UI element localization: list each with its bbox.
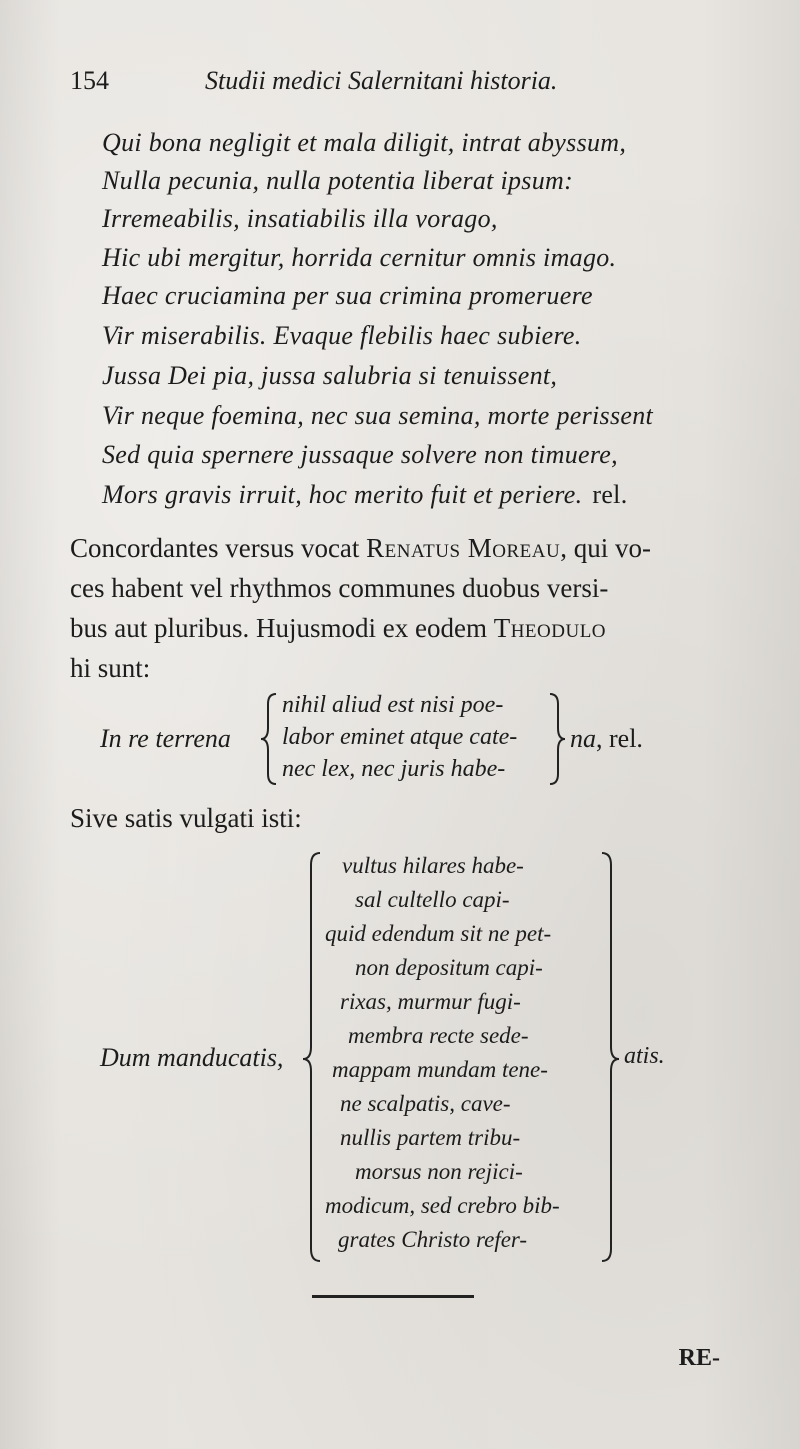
brace-row: labor eminet atque cate- [282, 724, 518, 750]
brace-tail-ending: na [570, 724, 596, 753]
page-header [70, 66, 720, 106]
verse-line: Hic ubi mergitur, horrida cernitur omnis imago. [102, 243, 617, 272]
verse-line: Irremeabilis, insatiabilis illa vorago, [102, 204, 498, 233]
right-brace [546, 692, 566, 786]
brace-lead-text: Dum manducatis, [100, 1043, 284, 1072]
brace-tail-rel: , rel. [596, 724, 643, 753]
prose-line: ces habent vel rhythmos communes duobus versi- [70, 573, 609, 603]
brace-row: vultus hilares habe- [342, 853, 524, 878]
left-brace [302, 851, 324, 1263]
prose-line [70, 528, 725, 568]
catchword: RE- [678, 1345, 720, 1371]
author-name: Renatus Moreau [366, 533, 561, 563]
brace-row: rixas, murmur fugi- [340, 989, 521, 1014]
brace-row: quid edendum sit ne pet- [325, 921, 552, 946]
brace-row: ne scalpatis, cave- [340, 1091, 511, 1116]
verse-line-last [102, 480, 628, 510]
sive-paragraph [70, 798, 725, 838]
verse-line: Vir miserabilis. Evaque flebilis haec subiere. [102, 321, 582, 350]
brace-row: sal cultello capi- [355, 887, 510, 912]
verse-line: Nulla pecunia, nulla potentia liberat ipsum: [102, 166, 574, 195]
brace-row: membra recte sede- [348, 1023, 529, 1048]
brace-row: mappam mundam tene- [332, 1057, 548, 1082]
rel-abbreviation: rel. [592, 480, 628, 509]
left-brace [260, 692, 280, 786]
prose-line [70, 608, 725, 648]
right-brace [598, 851, 620, 1263]
prose-paragraph [70, 528, 725, 688]
brace-tail: atis. [624, 1043, 665, 1069]
verse-line: Jussa Dei pia, jussa salubria si tenuissent, [102, 361, 558, 390]
brace-row: grates Christo refer- [338, 1227, 528, 1252]
running-head: Studii medici Salernitani historia. [205, 66, 558, 95]
section-rule [312, 1295, 474, 1298]
verse-line: Haec cruciamina per sua crimina promeruere [102, 281, 593, 310]
page-number: 154 [70, 66, 109, 95]
author-name: Theodulo [493, 613, 607, 643]
verse-line: Qui bona negligit et mala diligit, intrat abyssum, [102, 128, 627, 157]
prose-text: , qui vo- [560, 533, 651, 563]
brace-row: nullis partem tribu- [340, 1125, 521, 1150]
brace-block-dum-manducatis [100, 845, 720, 1265]
brace-row: modicum, sed crebro bib- [325, 1193, 560, 1218]
brace-row: nihil aliud est nisi poe- [282, 692, 504, 718]
prose-line: hi sunt: [70, 653, 151, 683]
brace-lead-text: In re terrena [100, 724, 231, 753]
prose-text: bus aut pluribus. Hujusmodi ex eodem [70, 613, 494, 643]
brace-row: non depositum capi- [355, 955, 543, 980]
prose-text: Concordantes versus vocat [70, 533, 367, 563]
verse-line: Sed quia spernere jussaque solvere non timuere, [102, 440, 618, 469]
brace-row: morsus non rejici- [355, 1159, 523, 1184]
brace-tail [570, 724, 643, 754]
brace-block-in-re-terrena [100, 688, 720, 788]
verse-line: Vir neque foemina, nec sua semina, morte perissent [102, 401, 654, 430]
verse-line-text: Mors gravis irruit, hoc merito fuit et periere. [102, 480, 583, 509]
brace-row: nec lex, nec juris habe- [282, 756, 506, 782]
prose-line: Sive satis vulgati isti: [70, 803, 302, 833]
